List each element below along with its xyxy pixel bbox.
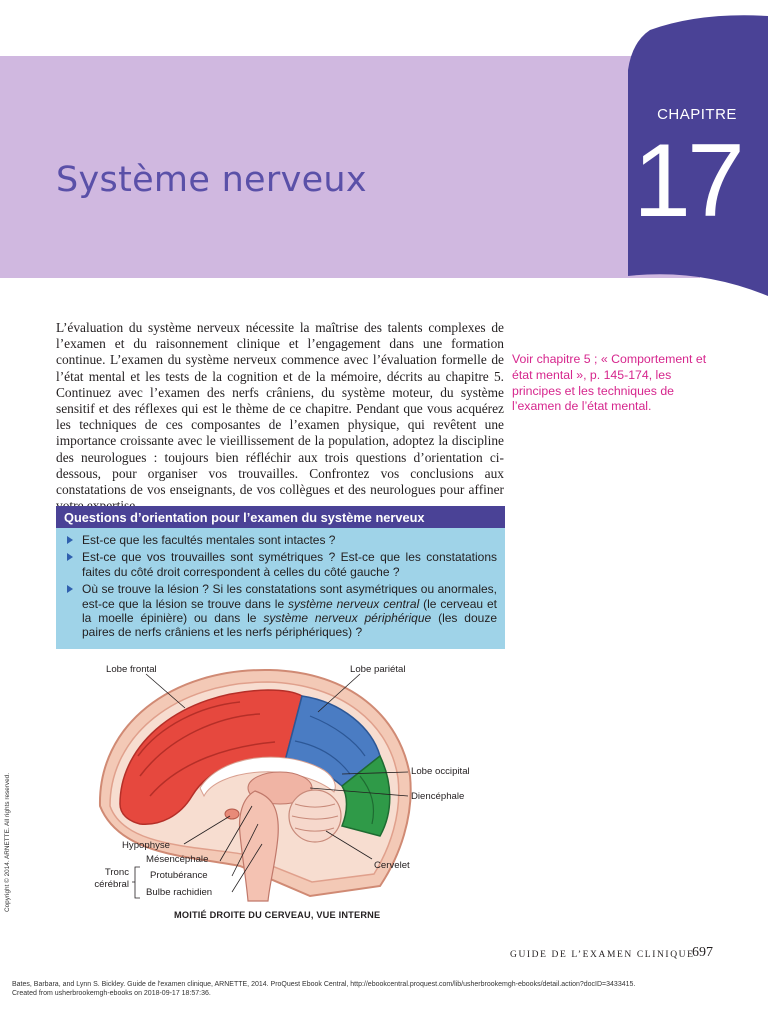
question-item: Est-ce que vos trouvailles sont symétriques ? Est-ce que les constatations faites du côté droit correspondent à celles du côté gauche ? — [64, 550, 497, 579]
label-diencephale: Diencéphale — [411, 791, 465, 802]
intro-paragraph: L’évaluation du système nerveux nécessite la maîtrise des talents complexes de l’examen et du raisonnement clinique et l’engagement dans une formation continue. L’examen du système nerveux commence avec l’évaluation formelle de l’état mental et les tests de la cognition et de la mémoire, décrits au chapitre 5. Continuez avec l’examen des nerfs crâniens, du système moteur, du système sensitif et des réflexes qui est le thème de ce chapitre. Pendant que vous acquérez les techniques de ces composantes de l’examen physique, qui revêtent une importance croissante avec le vieillissement de la population, adoptez la discipline des neurologues : toujours bien réfléchir aux trois questions d’orientation ci-dessous, pour organiser vos trouvailles. Confrontez vos conclusions aux constatations de vos enseignants, de vos collègues et des neurologues pour affiner — [56, 320, 504, 498]
triangle-bullet-icon — [67, 536, 73, 544]
citation — [12, 980, 752, 998]
page-title: Système nerveux — [56, 160, 367, 200]
chapter-label: CHAPITRE — [657, 106, 737, 123]
questions-list — [56, 528, 505, 649]
question-item: Est-ce que les facultés mentales sont intactes ? — [64, 533, 497, 547]
label-frontal: Lobe frontal — [106, 664, 157, 675]
figure-caption: MOITIÉ DROITE DU CERVEAU, VUE INTERNE — [174, 910, 381, 920]
label-parietal: Lobe pariétal — [350, 664, 406, 675]
citation-line: Bates, Barbara, and Lynn S. Bickley. Guide de l'examen clinique, ARNETTE, 2014. ProQuest Ebook Central, http://ebookcentral.proquest.com/lib/usherbrookemgh-ebooks/detail.action?docID=3433415. — [12, 981, 636, 988]
label-protuberance: Protubérance — [150, 870, 208, 881]
label-hypophyse: Hypophyse — [122, 840, 170, 851]
questions-heading: Questions d’orientation pour l’examen du système nerveux — [56, 506, 505, 528]
citation-line: Created from usherbrookemgh-ebooks on 2018-09-17 18:57:36. — [12, 990, 211, 997]
label-mesencephale: Mésencéphale — [146, 854, 209, 865]
copyright-notice: Copyright © 2014. ARNETTE. All rights reserved. — [4, 773, 11, 912]
label-cervelet: Cervelet — [374, 860, 410, 871]
triangle-bullet-icon — [67, 585, 73, 593]
label-tronc: Tronc cérébral — [94, 867, 129, 890]
side-note: Voir chapitre 5 ; « Comportement et état mental », p. 145-174, les principes et les techniques de l’examen de l’état mental. — [512, 352, 707, 414]
question-item: Où se trouve la lésion ? Si les constatations sont asymétriques ou anormales, est-ce que la lésion se trouve dans le système nerveux central (le cerveau et la moelle épinière) ou dans le système nerveux périphérique (les douze paires de nerfs crâniens et les nerfs périphériques) ? — [64, 582, 497, 640]
footer-book-title: GUIDE DE L’EXAMEN CLINIQUE — [510, 950, 695, 960]
brain-figure — [80, 656, 480, 906]
page-number: 697 — [692, 945, 713, 960]
questions-box — [56, 506, 505, 649]
label-occipital: Lobe occipital — [411, 766, 470, 777]
bracket-icon — [132, 866, 142, 900]
triangle-bullet-icon — [67, 553, 73, 561]
chapter-number: 17 — [633, 123, 741, 239]
label-bulbe: Bulbe rachidien — [146, 887, 213, 898]
